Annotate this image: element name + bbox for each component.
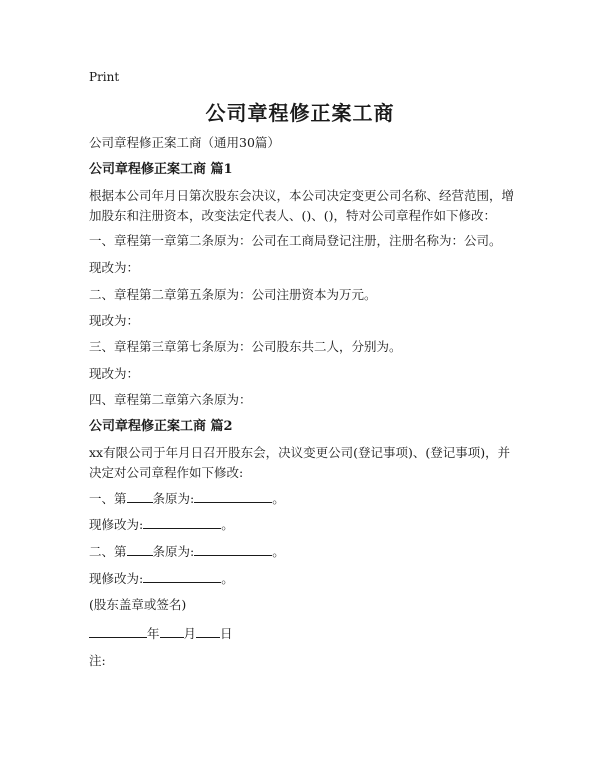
document-subtitle: 公司章程修正案工商（通用30篇） xyxy=(89,135,280,150)
change-1-prefix: 现修改为: xyxy=(89,517,144,532)
section-1-heading: 公司章程修正案工商 篇1 xyxy=(89,162,233,177)
change-2-prefix: 现修改为: xyxy=(89,571,144,586)
blank-line xyxy=(194,488,272,503)
print-label: Print xyxy=(89,70,120,84)
section-2-item-1 xyxy=(89,488,285,509)
date-line xyxy=(89,623,233,644)
item-1-end: 。 xyxy=(272,491,285,506)
blank-line xyxy=(160,623,184,638)
date-day-label: 日 xyxy=(220,626,233,641)
item-2-end: 。 xyxy=(272,544,285,559)
blank-line xyxy=(143,568,221,583)
item-2-mid: 条原为: xyxy=(152,544,195,559)
item-1-mid: 条原为: xyxy=(152,491,195,506)
section-2-intro: xx有限公司于年月日召开股东会，决议变更公司(登记事项)、(登记事项)，并决定对公司章程作如下修改: xyxy=(89,445,511,480)
blank-line xyxy=(89,623,147,638)
section-1-item-2: 二、章程第二章第五条原为：公司注册资本为万元。 xyxy=(89,287,377,302)
change-2-end: 。 xyxy=(221,571,234,586)
document-title: 公司章程修正案工商 xyxy=(205,101,395,125)
section-1-change-1: 现改为： xyxy=(89,260,140,275)
section-2-heading: 公司章程修正案工商 篇2 xyxy=(89,419,233,434)
blank-line xyxy=(127,488,153,503)
item-2-prefix: 二、第 xyxy=(89,544,127,559)
section-1-change-2: 现改为： xyxy=(89,313,140,328)
note-label: 注: xyxy=(89,653,106,668)
section-1-item-3: 三、章程第三章第七条原为：公司股东共二人，分别为。 xyxy=(89,339,402,354)
blank-line xyxy=(127,541,153,556)
section-2-change-2 xyxy=(89,568,234,589)
item-1-prefix: 一、第 xyxy=(89,491,127,506)
blank-line xyxy=(194,541,272,556)
change-1-end: 。 xyxy=(221,517,234,532)
section-2-change-1 xyxy=(89,514,234,535)
date-year-label: 年 xyxy=(147,626,160,641)
section-1-intro: 根据本公司年月日第次股东会决议，本公司决定变更公司名称、经营范围，增加股东和注册资本，改变法定代表人、()、()，特对公司章程作如下修改： xyxy=(89,188,515,223)
signature-line: (股东盖章或签名) xyxy=(89,597,187,612)
section-1-change-3: 现改为： xyxy=(89,366,140,381)
section-2-item-2 xyxy=(89,541,285,562)
blank-line xyxy=(196,623,220,638)
section-1-item-4: 四、章程第二章第六条原为： xyxy=(89,392,252,407)
blank-line xyxy=(143,514,221,529)
date-month-label: 月 xyxy=(183,626,197,641)
section-1-item-1: 一、章程第一章第二条原为：公司在工商局登记注册，注册名称为：公司。 xyxy=(89,233,502,248)
